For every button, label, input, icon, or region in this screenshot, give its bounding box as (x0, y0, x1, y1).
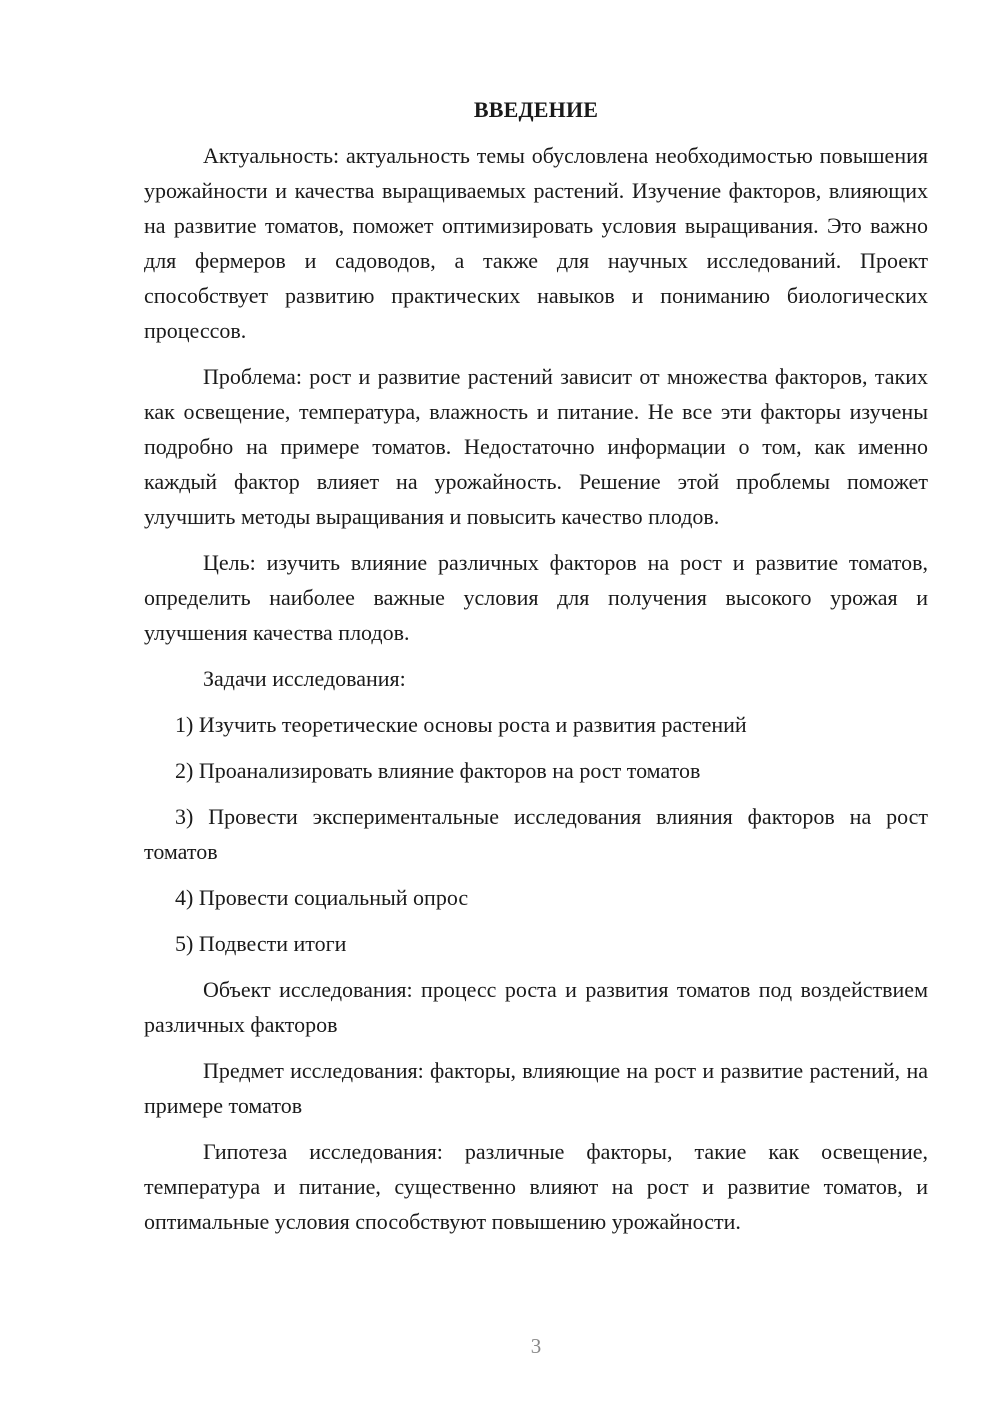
object-paragraph: Объект исследования: процесс роста и развития томатов под воздействием различных факторов (144, 977, 928, 1037)
relevance-paragraph: Актуальность: актуальность темы обусловлена необходимостью повышения урожайности и качества выращиваемых растений. Изучение факторов, влияющих на развитие томатов, поможет оптимизировать условия выращивания. Это важно для фермеров и садоводов, а также для научных исследований. Проект способствует развитию практических навыков и пониманию биологических процессов. (144, 143, 928, 343)
tasks-heading: Задачи исследования: (203, 666, 406, 691)
problem-paragraph: Проблема: рост и развитие растений зависит от множества факторов, таких как освещение, температура, влажность и питание. Не все эти факторы изучены подробно на примере томатов. Недостаточно информации о том, как именно каждый фактор влияет на урожайность. Решение этой проблемы поможет улучшить методы выращивания и повысить качество плодов. (144, 364, 928, 529)
hypothesis-paragraph: Гипотеза исследования: различные факторы, такие как освещение, температура и питание, существенно влияют на рост и развитие томатов, и оптимальные условия способствуют повышению урожайности. (144, 1139, 928, 1234)
subject-paragraph: Предмет исследования: факторы, влияющие на рост и развитие растений, на примере томатов (144, 1058, 928, 1118)
task-item: 3) Провести экспериментальные исследования влияния факторов на рост томатов (144, 804, 928, 864)
task-item: 1) Изучить теоретические основы роста и развития растений (175, 712, 747, 737)
section-title: ВВЕДЕНИЕ (473, 97, 599, 122)
task-item: 5) Подвести итоги (175, 931, 347, 956)
task-item: 2) Проанализировать влияние факторов на рост томатов (175, 758, 701, 783)
page-body (144, 92, 928, 1250)
task-item: 4) Провести социальный опрос (175, 885, 469, 910)
goal-paragraph: Цель: изучить влияние различных факторов на рост и развитие томатов, определить наиболее важные условия для получения высокого урожая и улучшения качества плодов. (144, 550, 928, 645)
page-number: 3 (530, 1334, 542, 1358)
